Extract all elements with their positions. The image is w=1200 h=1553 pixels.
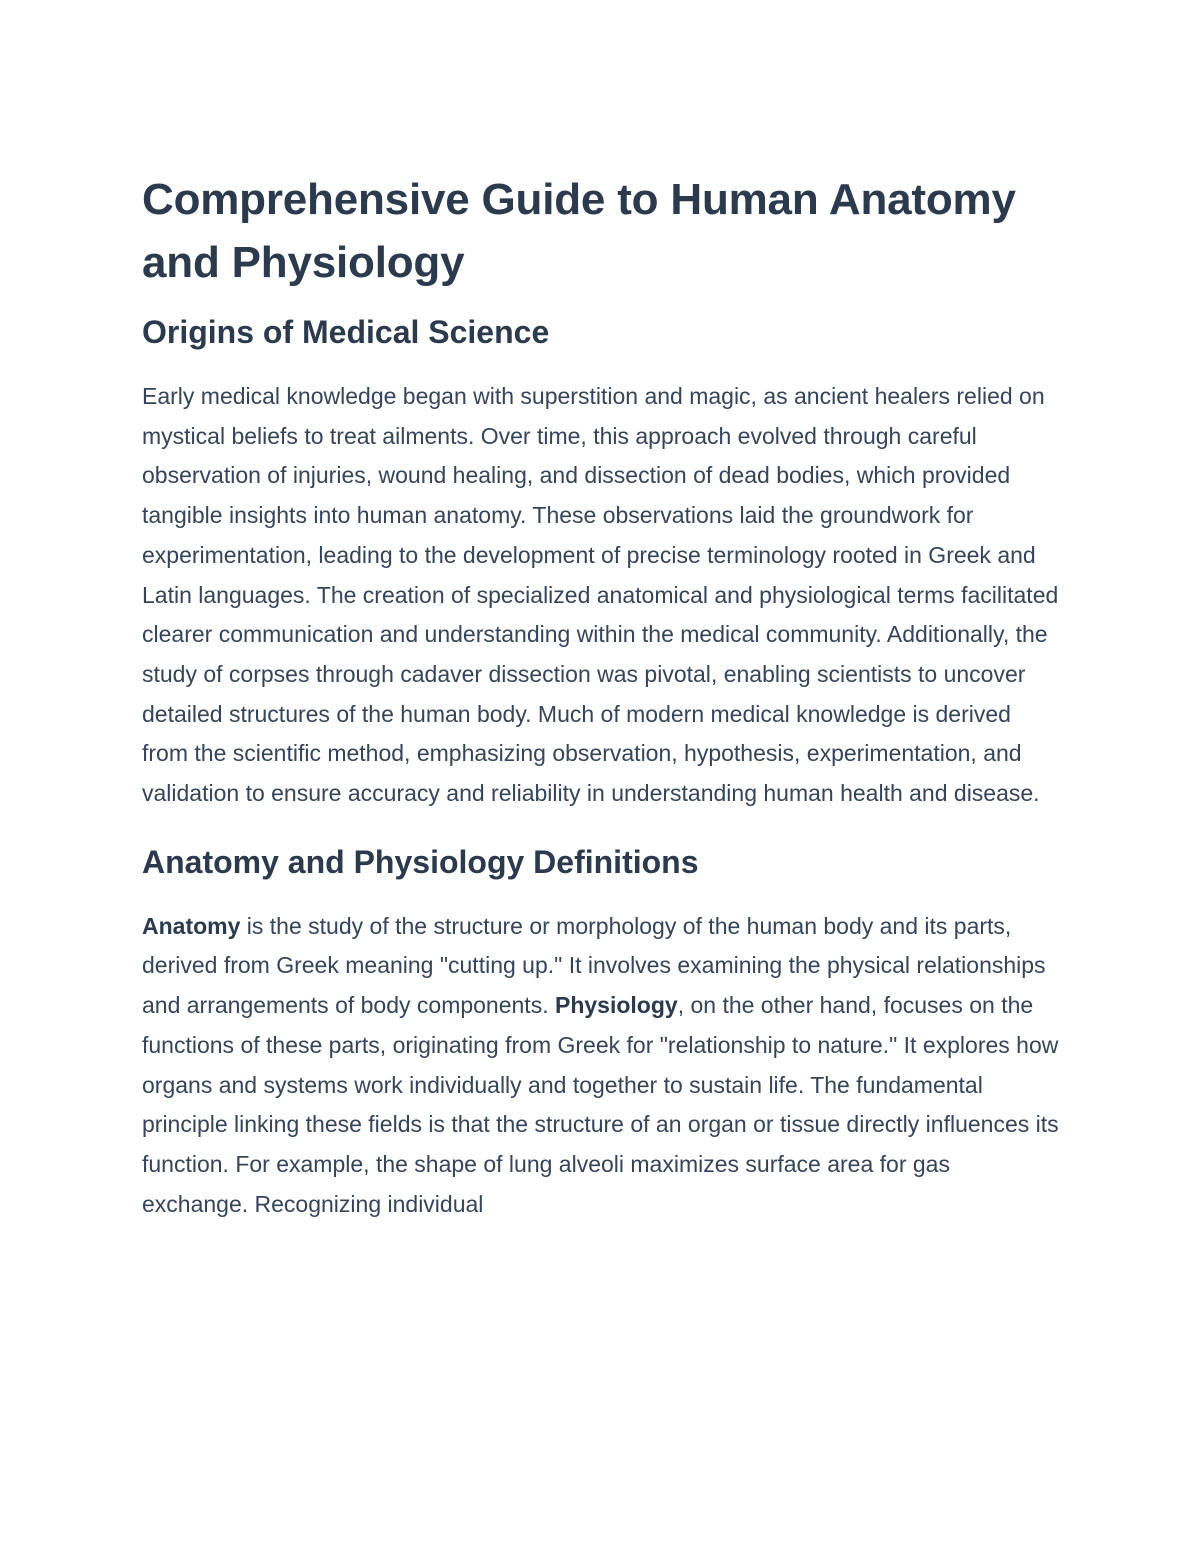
section-heading-definitions: Anatomy and Physiology Definitions	[142, 843, 699, 880]
term-physiology: Physiology	[554, 992, 678, 1019]
document-page	[142, 168, 1062, 1224]
definitions-text-part-2: , on the other hand, focuses on the functions of these parts, originating from Greek for "relationship to nature." It explores how organs and systems work individually and together to sustain life. The fundamental principle linking these fields is that the structure of an organ or tissue directly influences its function. For example, the shape of lung alveoli maximizes surface area for gas exchange. Recognizing individual	[142, 992, 1059, 1217]
term-anatomy: Anatomy	[142, 912, 241, 939]
definitions-text-part-1: is the study of the structure or morphology of the human body and its parts, derived from Greek meaning "cutting up." It involves examining the physical relationships and arrangements of body components.	[142, 912, 1046, 1019]
section-heading-origins: Origins of Medical Science	[142, 314, 550, 350]
document-title: Comprehensive Guide to Human Anatomy and Physiology	[142, 175, 1016, 287]
section-paragraph-origins: Early medical knowledge began with superstition and magic, as ancient healers relied on mystical beliefs to treat ailments. Over time, this approach evolved through careful observation of injuries, wound healing, and dissection of dead bodies, which provided tangible insights into human anatomy. These observations laid the groundwork for experimentation, leading to the development of precise terminology rooted in Greek and Latin languages. The creation of specialized anatomical and physiological terms facilitated clearer communication and understanding within the medical community. Additionally, the study of corpses through cadaver dissection was pivotal, enabling scientists to uncover detailed structures of the human body. Much of modern medical knowledge is derived from the scientific method, emphasizing observation, hypothesis, experimentation, and validation to ensure accuracy and reliability in understanding human health and disease.	[142, 383, 1059, 807]
section-paragraph-definitions	[142, 907, 1062, 1225]
